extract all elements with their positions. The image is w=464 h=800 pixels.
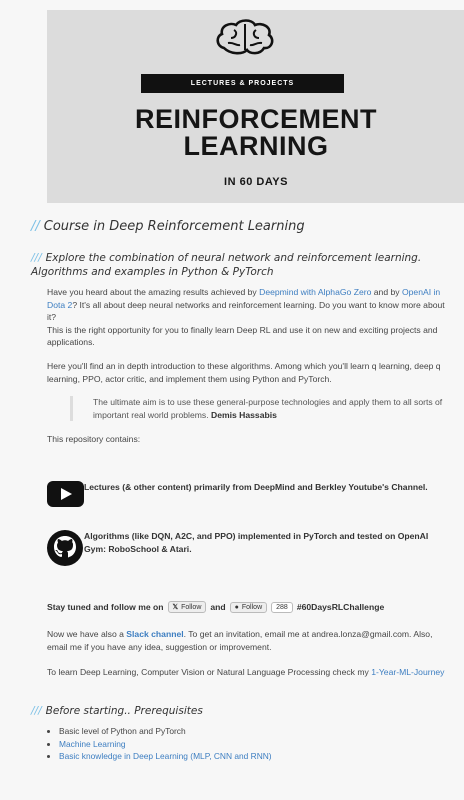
github-follow-button[interactable]: ● Follow [230, 602, 267, 613]
list-item: • Basic level of Python and PyTorch [59, 725, 272, 738]
follow-line: Stay tuned and follow me on 𝕏 Follow and ● Follow 288 #60DaysRLChallenge [47, 602, 385, 612]
youtube-icon [47, 481, 84, 507]
hashtag: #60DaysRLChallenge [296, 602, 385, 612]
github-icon [47, 530, 83, 566]
slack-paragraph: Now we have also a Slack channel. To get an invitation, email me at andrea.lonza@gmail.com. Also, email me if you have any idea, suggestion or improvement. [47, 629, 433, 652]
header-banner [47, 10, 464, 203]
feature-algorithms: Algorithms (like DQN, A2C, and PPO) implemented in PyTorch and tested on OpenAI Gym: RoboSchool & Atari. [84, 531, 429, 554]
github-small-icon: ● [234, 603, 239, 611]
banner-tag: LECTURES & PROJECTS [141, 74, 344, 93]
repo-contains-text: This repository contains: [47, 434, 141, 444]
banner-subtitle: IN 60 DAYS [224, 176, 288, 188]
alphago-link[interactable]: Deepmind with AlphaGo Zero [259, 287, 372, 297]
slack-link[interactable]: Slack channel [126, 629, 184, 639]
section-subheading: /// Explore the combination of neural network and reinforcement learning. Algorithms and examples in Python & PyTorch [31, 252, 422, 278]
section-heading-prerequisites: /// Before starting.. Prerequisites [31, 705, 203, 717]
feature-lectures: Lectures (& other content) primarily from DeepMind and Berkley Youtube's Channel. [84, 482, 428, 492]
ml-journey-link[interactable]: 1-Year-ML-Journey [371, 667, 445, 677]
x-icon: 𝕏 [172, 604, 179, 611]
algorithms-paragraph: Here you'll find an in depth introduction to these algorithms. Among which you'll learn q learning, deep q learning, PPO, actor critic, and implement them using Python and PyTorch. [47, 361, 441, 384]
list-item [59, 750, 272, 763]
banner-title: REINFORCEMENT LEARNING [135, 104, 377, 161]
intro-paragraph: Have you heard about the amazing results achieved by Deepmind with AlphaGo Zero and by OpenAI in Dota 2? It's all about deep neural networks and reinforcement learning. Do you want to know more about it? This is the right opportunity for you to finally learn Deep RL and use it on new and exciting projects and applications. [47, 287, 445, 347]
quote-author: Demis Hassabis [210, 409, 277, 420]
deep-learning-link[interactable]: Basic knowledge in Deep Learning (MLP, CNN and RNN) [59, 751, 272, 761]
quote-block: The ultimate aim is to use these general-purpose technologies and apply them to all sorts of important real world problems. Demis Hassabis [70, 396, 448, 421]
x-follow-button[interactable]: 𝕏 Follow [168, 601, 207, 613]
list-item [59, 738, 272, 751]
dota-link[interactable]: OpenAI in Dota 2 [47, 287, 441, 310]
ml-journey-paragraph: To learn Deep Learning, Computer Vision or Natural Language Processing check my 1-Year-ML-Journey [47, 667, 445, 677]
brain-icon [214, 18, 276, 56]
github-follow-count: 288 [271, 602, 293, 613]
prerequisites-list [47, 725, 272, 763]
section-heading-course: // Course in Deep Reinforcement Learning [31, 219, 305, 234]
machine-learning-link[interactable]: Machine Learning [59, 738, 126, 749]
